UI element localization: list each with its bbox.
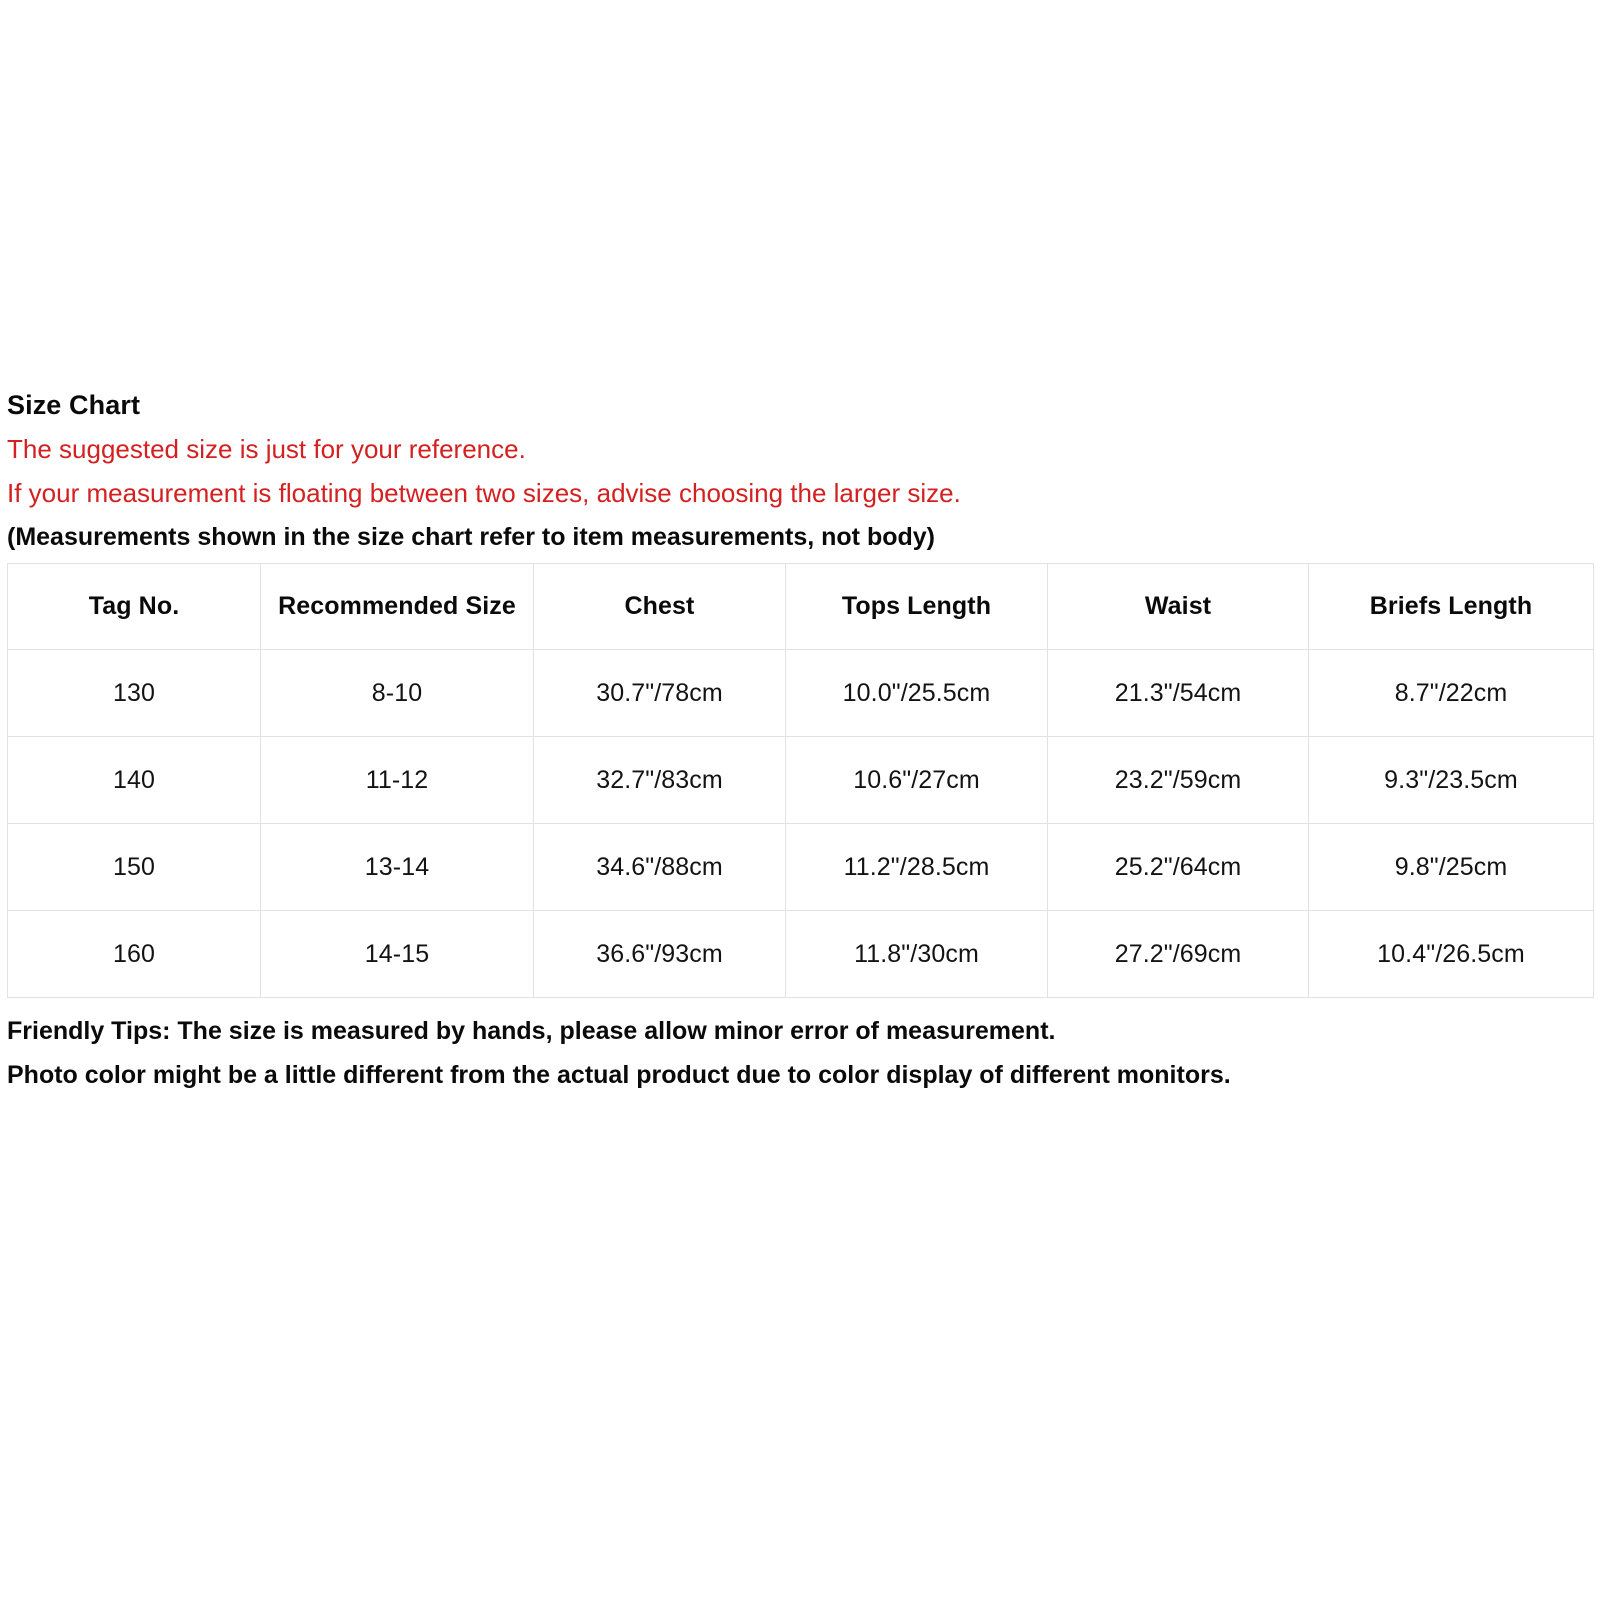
cell-chest: 30.7"/78cm	[534, 650, 786, 737]
cell-tag-no: 130	[8, 650, 261, 737]
cell-tag-no: 150	[8, 824, 261, 911]
reference-note-line-2: If your measurement is floating between two sizes, advise choosing the larger size.	[7, 478, 961, 508]
column-header-waist: Waist	[1048, 564, 1309, 650]
cell-waist: 23.2"/59cm	[1048, 737, 1309, 824]
cell-tops-length: 10.0"/25.5cm	[786, 650, 1048, 737]
cell-chest: 36.6"/93cm	[534, 911, 786, 998]
cell-briefs-length: 10.4"/26.5cm	[1309, 911, 1594, 998]
cell-briefs-length: 9.3"/23.5cm	[1309, 737, 1594, 824]
footer-text-block	[7, 1009, 1593, 1097]
table-row	[8, 650, 1594, 737]
cell-chest: 32.7"/83cm	[534, 737, 786, 824]
header-text-block	[7, 383, 1593, 559]
cell-tag-no: 140	[8, 737, 261, 824]
cell-recommended-size: 13-14	[261, 824, 534, 911]
cell-tops-length: 11.2"/28.5cm	[786, 824, 1048, 911]
table-row	[8, 911, 1594, 998]
page-title: Size Chart	[7, 390, 141, 420]
cell-tops-length: 10.6"/27cm	[786, 737, 1048, 824]
cell-waist: 27.2"/69cm	[1048, 911, 1309, 998]
cell-recommended-size: 8-10	[261, 650, 534, 737]
friendly-tips-line: Friendly Tips: The size is measured by hands, please allow minor error of measurement.	[7, 1017, 1056, 1045]
table-row	[8, 737, 1594, 824]
cell-recommended-size: 11-12	[261, 737, 534, 824]
column-header-tops-length: Tops Length	[786, 564, 1048, 650]
photo-color-disclaimer: Photo color might be a little different from the actual product due to color display of different monitors.	[7, 1061, 1231, 1089]
table-header	[8, 564, 1594, 650]
column-header-recommended-size: Recommended Size	[261, 564, 534, 650]
reference-note-line-1: The suggested size is just for your reference.	[7, 434, 526, 464]
column-header-chest: Chest	[534, 564, 786, 650]
table-header-row	[8, 564, 1594, 650]
cell-chest: 34.6"/88cm	[534, 824, 786, 911]
column-header-tag-no: Tag No.	[8, 564, 261, 650]
cell-briefs-length: 8.7"/22cm	[1309, 650, 1594, 737]
table-body	[8, 650, 1594, 998]
column-header-briefs-length: Briefs Length	[1309, 564, 1594, 650]
cell-waist: 21.3"/54cm	[1048, 650, 1309, 737]
measurements-disclaimer: (Measurements shown in the size chart refer to item measurements, not body)	[7, 523, 935, 551]
size-chart-table	[7, 563, 1594, 998]
table-row	[8, 824, 1594, 911]
cell-waist: 25.2"/64cm	[1048, 824, 1309, 911]
cell-tops-length: 11.8"/30cm	[786, 911, 1048, 998]
cell-briefs-length: 9.8"/25cm	[1309, 824, 1594, 911]
cell-recommended-size: 14-15	[261, 911, 534, 998]
cell-tag-no: 160	[8, 911, 261, 998]
